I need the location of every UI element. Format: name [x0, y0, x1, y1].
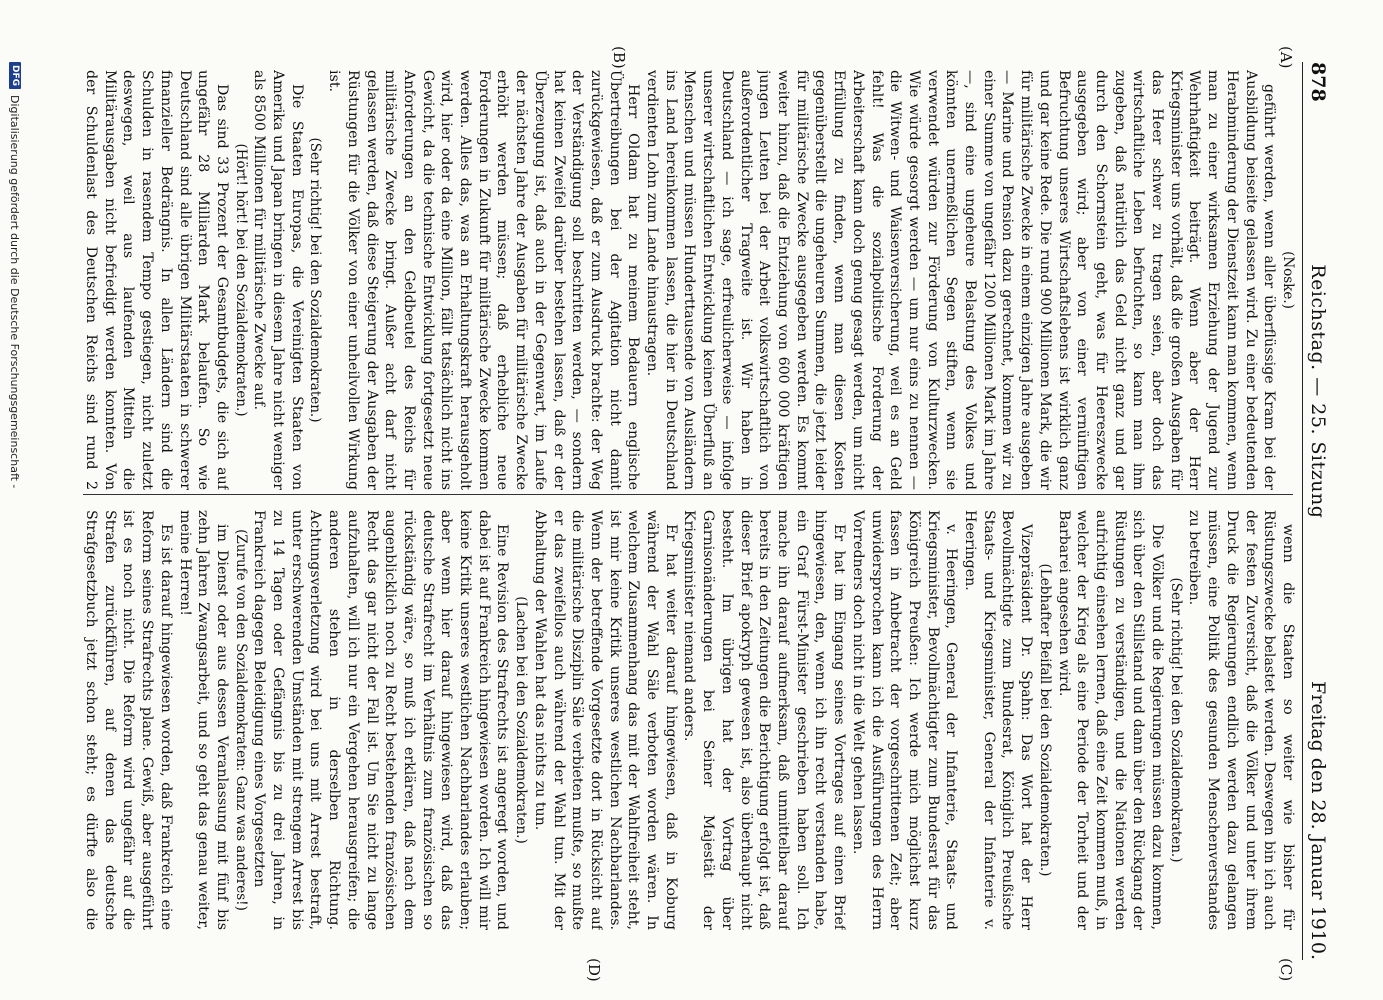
paragraph: Die Völker und die Regierungen müssen dazu kommen, sich über den Stillstand und dann über den Rückgang der Rüstungen zu verständigen, und die Nationen werden aufrichtig einsehen lernen, daß eine Zeit kommen muß, in welcher der Krieg als eine Periode der Torheit und der Barbarei angesehen wird.: [1055, 510, 1166, 930]
paragraph: Herr Oldam hat zu meinem Bedauern englische Übertreibungen bei der Agitation nicht damit zurückgewiesen, daß er zum Ausdruck brachte: der Weg der Verständigung soll beschritten werden, — sondern hat keinen Zweifel darüber bestehen lassen, daß er der Überzeugung ist, daß auch in der Gegenwart, im Laufe der nächsten Jahre der Ausgaben für militärische Zwecke erhöht werden müssen; daß erhebliche neue Forderungen in Zukunft für militärische Zwecke kommen werden. Alles das, was an Erhaltungskraft herausgeholt wird, hier oder da eine Million, fällt tatsächlich nicht ins Gewicht, da die technische Entwicklung fortgesetzt neue Anforderungen an den Geldbeutel des Reichs für militärische Zwecke bringt. Außer acht darf nicht gelassen werden, daß diese Steigerung der Ausgaben der Rüstungen für die Völker von einer unheilvollen Wirkung ist.: [326, 70, 642, 490]
left-text-column: [82, 70, 1297, 490]
right-text-column: [82, 510, 1297, 930]
paragraph: Vizepräsident Dr. Spahn: Das Wort hat der Herr Bevollmächtigte zum Bundesrat, Königlich Preußische Staats- und Kriegsminister, General der Infanterie v. Heeringen.: [962, 510, 1035, 930]
interjection: (Zurufe von den Sozialdemokraten: Ganz was anderes!): [232, 529, 249, 911]
dfg-logo-icon: DFG: [9, 62, 21, 89]
interjection: (Lebhafter Beifall bei den Sozialdemokraten.): [1036, 563, 1053, 877]
margin-marker-b: (B): [610, 46, 628, 69]
margin-marker-c: (C): [1277, 958, 1295, 982]
paragraph: geführt werden, wenn aller überflüssige Kram bei der Ausbildung beiseite gelassen wird. Zu einer bedeutenden Herabminderung der Dienstzeit kann man kommen, wenn man zu einer wirksamen Erziehung der Jugend zur Wehrhaftigkeit beiträgt. Wenn aber der Herr Kriegsminister uns vorhält, daß die großen Ausgaben für das Heer schwer zu tragen seien, aber doch das wirtschaftliche Leben befruchten, so kann man ihm zugeben, daß natürlich das Geld nicht ganz und gar durch den Schornstein geht, was für Heereszwecke ausgegeben wird; aber von einer vernünftigen Befruchtung unseres Wirtschaftslebens ist wirklich ganz und gar keine Rede. Die rund 900 Millionen Mark, die wir für militärische Zwecke in einem einzigen Jahre ausgeben — Marine und Pension dazu gerechnet, kommen wir zu einer Summe von ungefähr 1200 Millionen Mark im Jahre —, sind eine ungeheure Belastung des Volkes und könnten unermeßlichen Segen stiften, wenn sie verwendet würden zur Förderung von Kulturzwecken. Wie würde gesorgt werden — um nur eins zu nennen — die Witwen- und Waisenversicherung, weil es an Geld fehlt! Was die sozialpolitische Forderung der Arbeiterschaft kann doch genug gesagt werden, um nicht Erfüllung zu finden, wenn man diesen Kosten gegenüberstellt die ungeheuren Summen, die jetzt leider für militärische Zwecke ausgegeben werden. Es kommt weiter hinzu, daß die Entziehung von 600 000 kräftigen jungen Leuten bei der Arbeit volkswirtschaftlich von außerordentlicher Tragweite ist. Wir haben in Deutschland — ich sage, erfreulicherweise — infolge unserer wirtschaftlichen Entwicklung keinen Überfluß an Menschen und müssen Hunderttausende von Ausländern ins Land hereinkommen lassen, die hier in Deutschland verdienten Lohn zum Lande hinaustragen.: [644, 70, 1278, 490]
digitization-footer: [6, 62, 24, 960]
paragraph: Es ist darauf hingewiesen worden, daß Frankreich eine Reform seines Strafrechts plane. Gewiß, aber ausgeführt ist es noch nicht. Die Reform wird ungefähr auf die Strafen zurückführen, auf denen das deutsche Strafgesetzbuch jetzt schon steht; es dürfte also die: [83, 510, 174, 930]
margin-marker-d: (D): [585, 958, 603, 982]
paragraph: Er hat im Eingang seines Vortrages auf einen Brief hingewiesen, den, wenn ich ihn recht verstanden habe, ein Graf Fürst-Minister geschrieben haben soll. Ich mache ihn darauf aufmerksam, daß unmittelbar darauf bereits in den Zeitungen die Berichtigung erfolgt ist, daß dieser Brief apokryph gewesen ist, also überhaupt nicht besteht. Im übrigen hat der Vortrag über Garnisonänderungen bei Seiner Majestät der Kriegsminister niemand anders.: [681, 510, 848, 930]
margin-marker-a: (A): [1277, 46, 1295, 69]
paragraph: v. Heeringen, General der Infanterie, Staats- und Kriegsminister, Bevollmächtigter zum Bundesrat für das Königreich Preußen: Ich werde mich möglichst kurz fassen in Anbetracht der vorgeschrittenen Zeit; aber unwidersprochen kann ich die Ausführungen des Herrn Vorredners doch nicht in die Welt gehen lassen.: [849, 510, 960, 930]
interjection: (Hört! hört! bei den Sozialdemokraten.): [232, 143, 249, 417]
paragraph: Eine Revision des Strafrechts ist angeregt worden, und dabei ist auf Frankreich hingewiesen worden. Ich will mir keine Kritik unseres westlichen Nachbarlandes erlauben; aber wenn hier darauf hingewiesen wird, daß das deutsche Strafrecht im Verhältnis zum französischen so rückständig wäre, so muß ich erklären, daß nach dem augenblicklich noch zu Recht bestehenden französischen Recht das gar nicht der Fall ist. Um Sie nicht zu lange aufzuhalten, will ich nur ein Vergehen herausgreifen; die anderen stehen in derselben Richtung. Achtungsverletzung wird bei uns mit Arrest bestraft, unter erschwerenden Umständen mit strengem Arrest bis zu 14 Tagen oder Gefängnis bis zu drei Jahren, in Frankreich dagegen Beleidigung eines Vorgesetzten: [251, 510, 511, 930]
speaker-label: (Noske.): [1280, 251, 1296, 309]
interjection: (Lachen bei den Sozialdemokraten.): [513, 596, 530, 844]
paragraph: Er hat weiter darauf hingewiesen, daß in Koburg während der Wahl Säle verboten worden wären. In welchem Zusammenhang das mit der Wahlfreiheit steht, ist mir keine Kritik unseres westlichen Nachbarlandes. Wenn der betreffende Vorgesetzte dort in Rücksicht auf die militärische Disziplin Säle verbieten mußte, so mußte er das zweifellos auch während der Wahl tun. Mit der Abhaltung der Wahlen hat das nichts zu tun.: [531, 510, 679, 930]
paragraph: Das sind 33 Prozent der Gesamtbudgets, die sich auf ungefähr 28 Milliarden Mark belaufen. So wie Deutschland sind alle übrigen Militärstaaten in schwerer finanzieller Bedrängnis. In allen Ländern sind die Schulden in rasendem Tempo gestiegen, nicht zuletzt deswegen, weil aus laufenden Mitteln die Militärausgaben nicht befriedigt werden konnten. Von der Schuldenlast des Deutschen Reichs sind rund 2: [83, 70, 230, 490]
column-divider: [83, 494, 1293, 495]
interjection: (Sehr richtig! bei den Sozialdemokraten.): [1167, 577, 1184, 863]
funding-note: Digitalisierung gefördert durch die Deutsche Forschungsgemeinschaft -: [8, 95, 22, 489]
page-number: 878: [1307, 62, 1329, 102]
running-title: Reichstag. — 25. Sitzung: [1307, 264, 1329, 519]
paragraph: Die Staaten Europas, die Vereinigten Staaten von Amerika und Japan bringen in diesem Jahre nicht weniger als 8500 Millionen für militärische Zwecke auf.: [251, 70, 305, 490]
session-date: Freitag den 28. Januar 1910.: [1307, 681, 1329, 960]
interjection: (Sehr richtig! bei den Sozialdemokraten.): [307, 137, 324, 423]
paragraph: wenn die Staaten so weiter wie bisher für Rüstungszwecke belastet werden. Deswegen bin ich auch der festen Zuversicht, daß die Völker und unter ihrem Druck die Regierungen endlich werden dazu gelangen müssen, eine Politik des gesunden Menschenverstandes zu betreiben.: [1186, 510, 1296, 930]
page-header: [1302, 62, 1333, 960]
paragraph: im Dienst oder aus dessen Veranlassung mit fünf bis zehn Jahren Zwangsarbeit, und so geht das genau weiter, meine Herren!: [176, 510, 230, 930]
